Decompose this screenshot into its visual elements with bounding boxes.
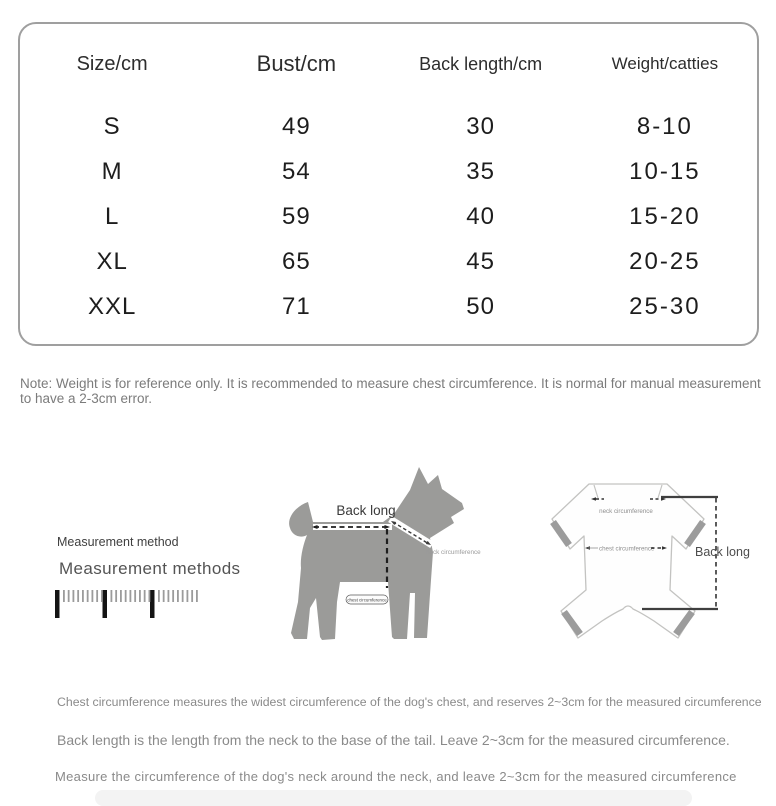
ruler-tick [115,590,117,602]
ruler-tick [63,590,65,602]
measurement-method-label: Measurement method [57,535,179,549]
cell-weight: 8-10 [636,112,693,140]
cell-weight: 25-30 [629,292,701,320]
cell-weight: 15-20 [629,202,701,230]
ruler-tick [150,590,155,618]
cell-size: XXL [87,292,137,320]
ruler-tick [103,590,108,618]
ruler-tick [158,590,160,602]
cell-back: 50 [466,292,495,320]
weight-note: Note: Weight is for reference only. It is recommended to measure chest circumference. It is normal for manual measurement to have a 2-3cm error. [20,376,761,406]
cell-bust: 59 [282,202,311,230]
ruler-tick [77,590,79,602]
col-header-back-length: Back length/cm [419,53,543,74]
ruler-tick [130,590,132,602]
ruler-tick [163,590,165,602]
cell-size: XL [96,247,128,275]
ruler-tick [172,590,174,602]
garment-measurement-diagram [528,440,774,660]
ruler-icon [55,590,201,619]
col-header-size: Size/cm [76,52,148,75]
cutoff-bottom-bar [95,790,692,806]
ruler-tick [191,590,193,602]
garment-back-long-label: Back long [695,545,750,559]
cell-weight: 10-15 [629,157,701,185]
ruler-tick [125,590,127,602]
ruler-tick [82,590,84,602]
dog-neck-label: neck circumference [426,549,481,556]
ruler-tick [177,590,179,602]
ruler-tick [96,590,98,602]
ruler-tick [111,590,113,602]
ruler-tick [120,590,122,602]
ruler-tick [87,590,89,602]
ruler-tick [144,590,146,602]
garment-chest-label: chest circumference [599,545,655,553]
ruler-ticks [55,590,198,618]
ruler-tick [55,590,60,618]
dog-chest-label: chest circumference [347,597,387,603]
measurement-methods-title: Measurement methods [59,559,241,578]
ruler-tick [196,590,198,602]
cell-bust: 49 [282,112,311,140]
cell-size: L [104,202,120,230]
cell-bust: 65 [282,247,311,275]
instruction-back-length: Back length is the length from the neck to the base of the tail. Leave 2~3cm for the measured circumference. [57,732,730,748]
ruler-tick [73,590,75,602]
col-header-weight: Weight/catties [611,54,719,73]
cell-bust: 71 [282,292,311,320]
cell-back: 40 [466,202,495,230]
ruler-tick [134,590,136,602]
instruction-chest: Chest circumference measures the widest circumference of the dog's chest, and reserves 2~3cm for the measured circumference [57,695,762,709]
dog-back-long-label: Back long [336,503,396,518]
ruler-tick [92,590,94,602]
cell-weight: 20-25 [629,247,701,275]
ruler-tick [149,590,151,602]
instruction-neck: Measure the circumference of the dog's neck around the neck, and leave 2~3cm for the measured circumference [55,769,737,784]
col-header-bust: Bust/cm [256,51,337,76]
cell-back: 35 [466,157,495,185]
cell-size: M [101,157,123,185]
cell-bust: 54 [282,157,311,185]
cell-back: 45 [466,247,495,275]
ruler-tick [182,590,184,602]
garment-neck-label: neck circumference [599,508,653,515]
cell-size: S [103,112,121,140]
size-table [18,22,759,346]
cell-back: 30 [466,112,495,140]
ruler-tick [101,590,103,602]
dog-measurement-diagram [280,440,520,660]
ruler-tick [168,590,170,602]
ruler-tick [68,590,70,602]
ruler-tick [187,590,189,602]
ruler-tick [139,590,141,602]
